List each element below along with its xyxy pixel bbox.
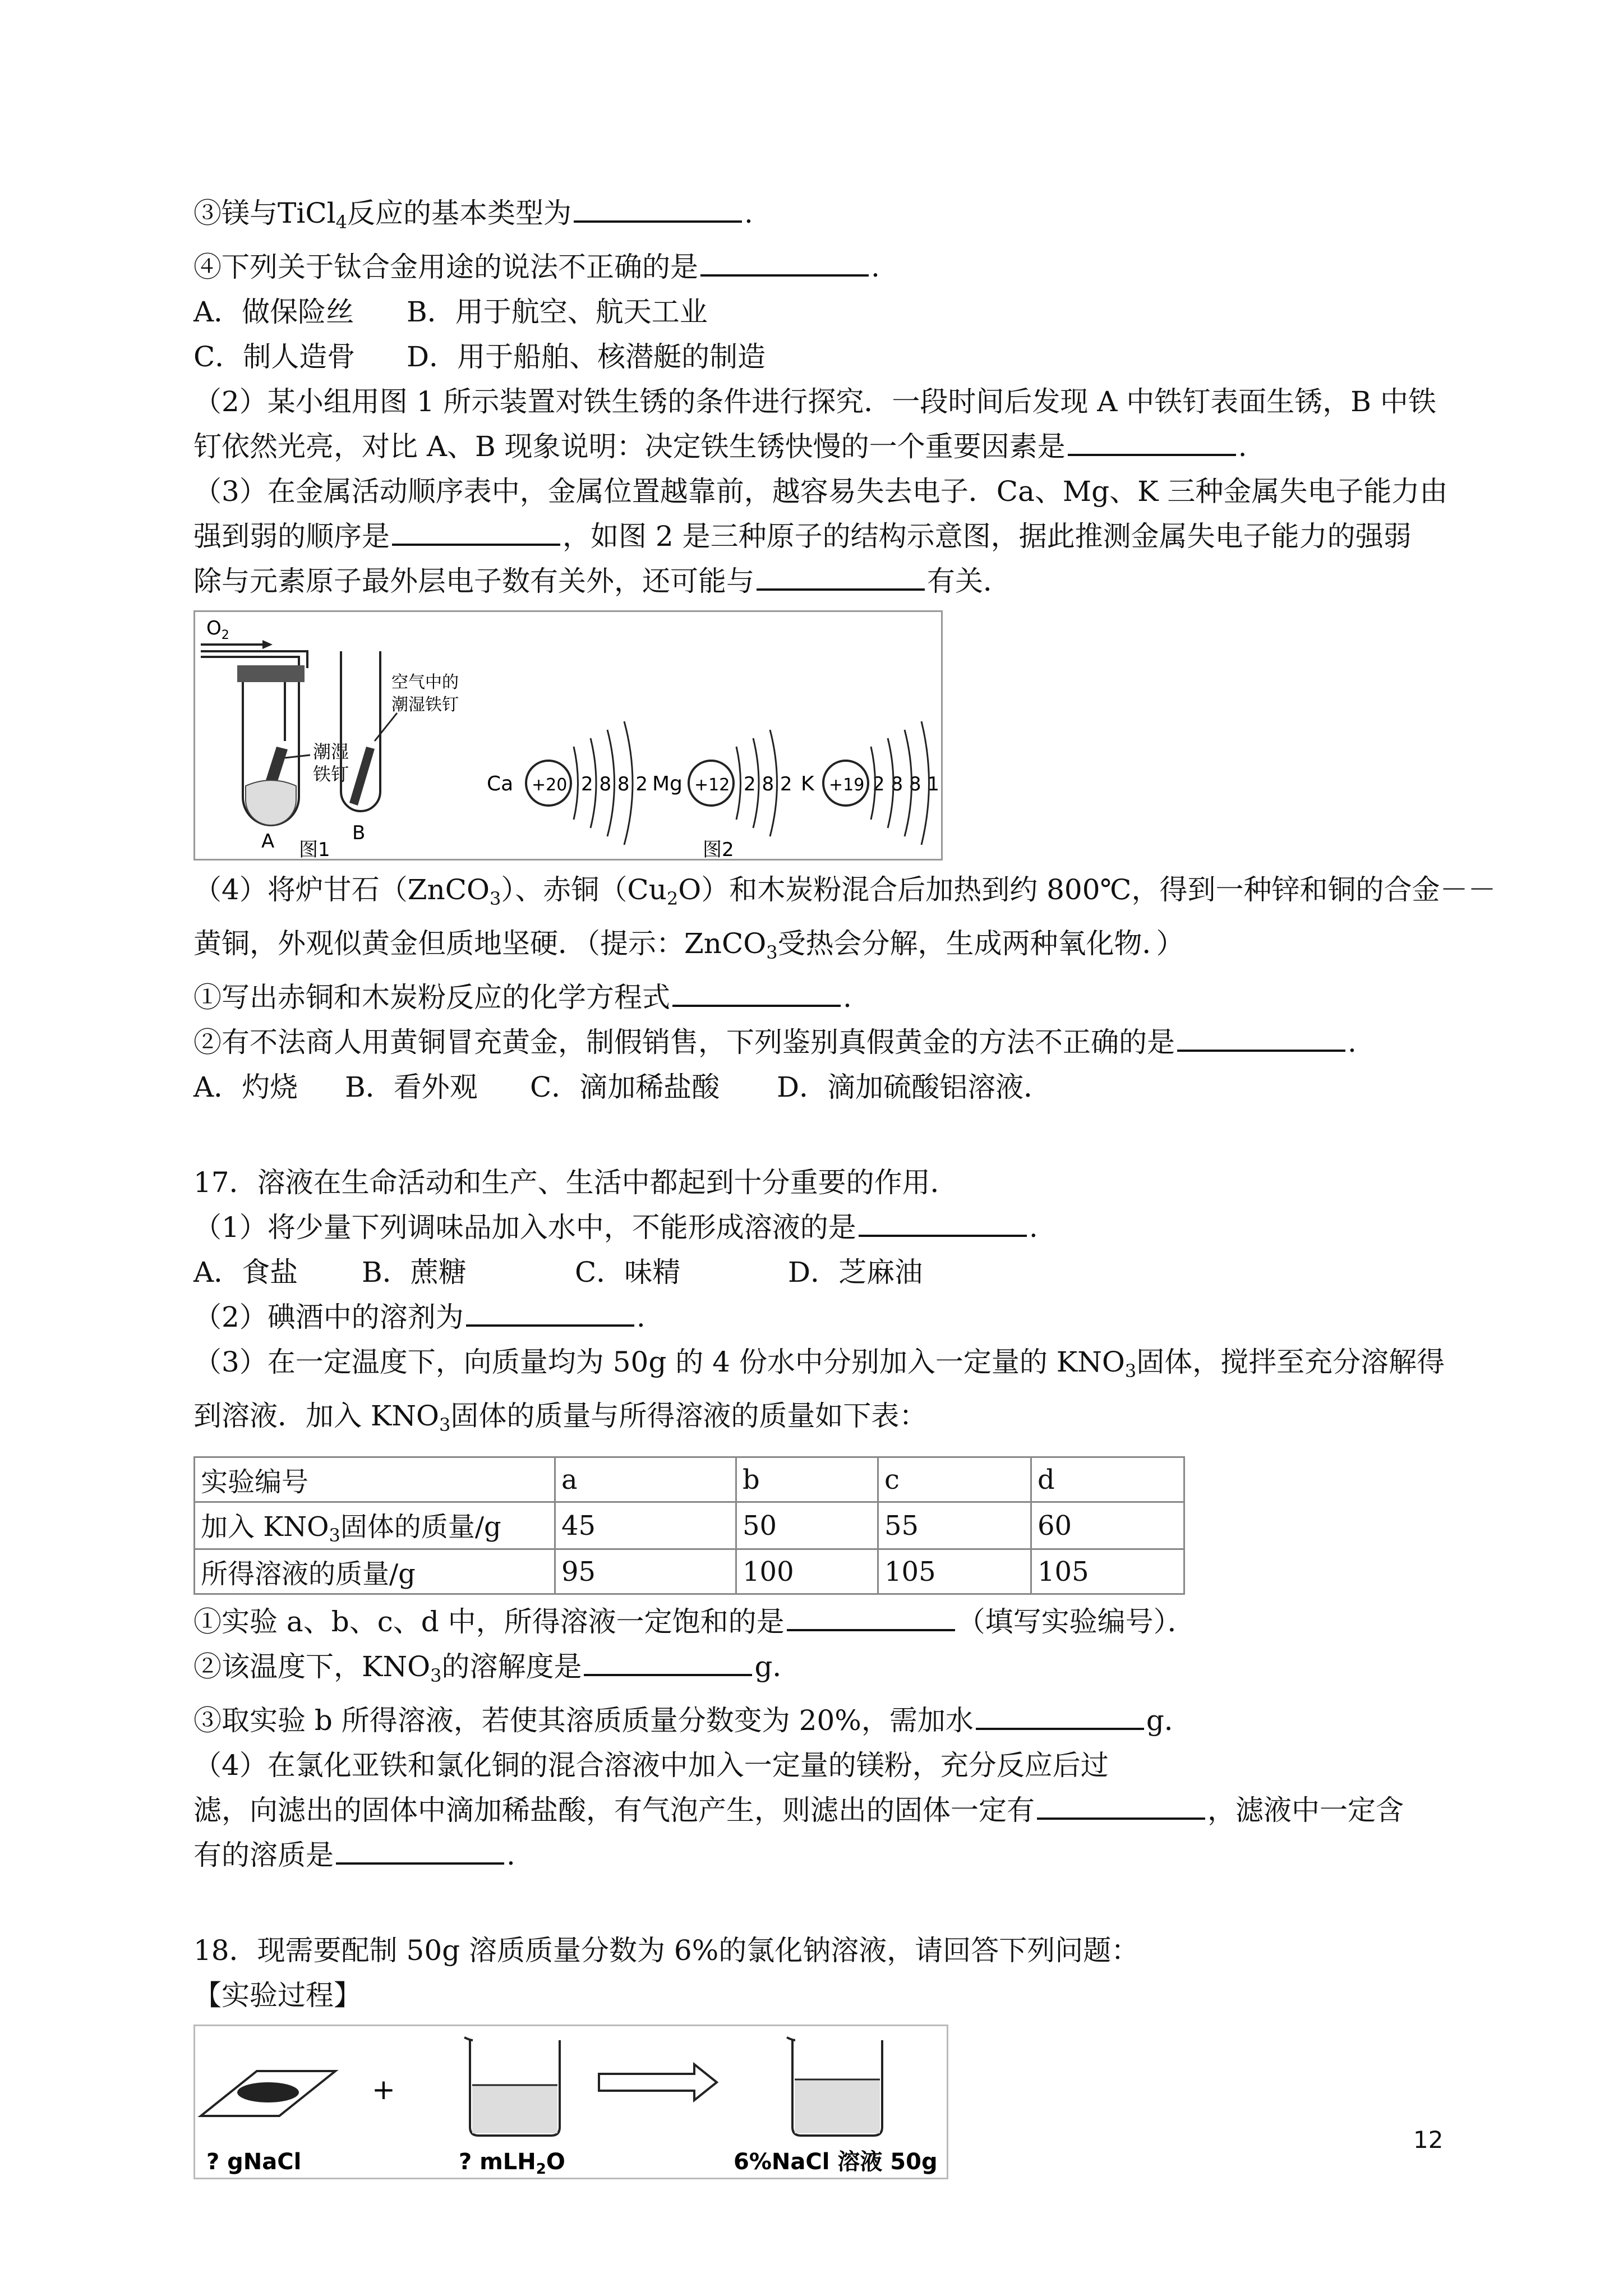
table-row: 加入 $KNO_3$固体的质量/g 45 50 55 60 bbox=[195, 1502, 1184, 1549]
answer-blank[interactable] bbox=[1177, 1024, 1345, 1052]
q17-3-1: ①实验 a、b、c、d 中，所得溶液一定饱和的是 （填写实验编号）． bbox=[193, 1599, 1450, 1644]
answer-blank[interactable] bbox=[1037, 1792, 1205, 1820]
answer-blank[interactable] bbox=[976, 1702, 1144, 1730]
svg-text:图2: 图2 bbox=[703, 839, 734, 859]
svg-text:2 8 8 2: 2 8 8 2 bbox=[581, 773, 648, 795]
figure-svg bbox=[195, 612, 941, 859]
q16-s3-line1: （3）在金属活动顺序表中，金属位置越靠前，越容易失去电子．Ca、Mg、K 三种金属失电子能力由 bbox=[193, 475, 1448, 508]
svg-text:铁钉: 铁钉 bbox=[313, 763, 349, 785]
q16-options-cd: C．制人造骨 D．用于船舶、核潜艇的制造 bbox=[193, 341, 766, 373]
answer-blank[interactable] bbox=[700, 249, 869, 277]
process-arrow bbox=[599, 2064, 717, 2100]
q16-s2-line2: 钉依然光亮，对比 A、B 现象说明：决定铁生锈快慢的一个重要因素是 . bbox=[193, 424, 1450, 469]
q16-s4-q1: ①写出赤铜和木炭粉反应的化学方程式 . bbox=[193, 975, 1450, 1020]
answer-blank[interactable] bbox=[392, 518, 560, 546]
table-header-row: 实验编号 a b c d bbox=[195, 1457, 1184, 1502]
answer-blank[interactable] bbox=[859, 1209, 1027, 1237]
nacl-pile bbox=[237, 2082, 299, 2102]
svg-text:图1: 图1 bbox=[299, 839, 330, 859]
o2-label: $O_2$ bbox=[206, 617, 229, 642]
table-row: 所得溶液的质量/g 95 100 105 105 bbox=[195, 1549, 1184, 1594]
q18-section: 【实验过程】 bbox=[193, 1979, 362, 2012]
q16-s4-line1: （4）将炉甘石（ZnCO$_3$）、赤铜$(Cu_2O)$和木炭粉混合后加热到约 800℃，得到一种锌和铜的合金－－ bbox=[193, 873, 1496, 909]
q17-3-2: ②该温度下，$KNO_3$的溶解度是 g． bbox=[193, 1644, 1450, 1698]
svg-text:B: B bbox=[352, 822, 366, 844]
answer-blank[interactable] bbox=[757, 563, 925, 591]
svg-text:空气中的: 空气中的 bbox=[391, 673, 459, 692]
answer-blank[interactable] bbox=[574, 195, 742, 223]
atom-mg bbox=[652, 730, 792, 836]
svg-text:6%NaCl 溶液 50g: 6%NaCl 溶液 50g bbox=[734, 2149, 938, 2175]
q16-4-line: ④下列关于钛合金用途的说法不正确的是 . bbox=[193, 245, 1450, 289]
svg-text:2 8 2: 2 8 2 bbox=[744, 773, 792, 795]
q16-3-line: ③镁与TiCl$_4$反应的基本类型为 . bbox=[193, 191, 1450, 245]
answer-blank[interactable] bbox=[466, 1299, 634, 1327]
atom-k bbox=[801, 721, 939, 845]
q16-s4-options: A．灼烧 B．看外观 C．滴加稀盐酸 D．滴加硫酸铝溶液． bbox=[193, 1071, 1052, 1103]
stopper-a bbox=[237, 665, 305, 682]
page-number: 12 bbox=[1413, 2126, 1444, 2154]
q17-4-line1: （4）在氯化亚铁和氯化铜的混合溶液中加入一定量的镁粉，充分反应后过 bbox=[193, 1749, 1109, 1782]
q18-title: 18．现需要配制 50g 溶质质量分数为 6%的氯化钠溶液，请回答下列问题： bbox=[193, 1934, 1140, 1967]
answer-blank[interactable] bbox=[336, 1837, 504, 1865]
q17-3-3: ③取实验 b 所得溶液，若使其溶质质量分数变为 20%，需加水 g． bbox=[193, 1698, 1450, 1743]
q16-s4-line2: 黄铜，外观似黄金但质地坚硬．（提示：ZnCO$_3$受热会分解，生成两种氧化物．） bbox=[193, 927, 1184, 963]
answer-blank[interactable] bbox=[787, 1603, 955, 1631]
svg-text:? mLH2O: ? mLH$_2$O bbox=[459, 2149, 565, 2178]
answer-blank[interactable] bbox=[1068, 428, 1236, 456]
exam-page bbox=[193, 191, 1496, 2186]
iron-nail-b bbox=[349, 747, 375, 806]
q16-s3-line3: 除与元素原子最外层电子数有关外，还可能与 有关． bbox=[193, 559, 1450, 604]
answer-blank[interactable] bbox=[584, 1648, 752, 1676]
atom-ca bbox=[487, 721, 648, 845]
svg-text:+20: +20 bbox=[532, 775, 568, 795]
svg-text:Mg: Mg bbox=[652, 772, 683, 795]
svg-text:+: + bbox=[372, 2073, 395, 2106]
q17-3-line2: 到溶液．加入 $KNO_3$固体的质量与所得溶液的质量如下表： bbox=[193, 1400, 928, 1435]
svg-text:潮湿: 潮湿 bbox=[313, 741, 349, 762]
q17-1-options: A．食盐 B．蔗糖 C．味精 D．芝麻油 bbox=[193, 1256, 923, 1289]
q17-title: 17．溶液在生命活动和生产、生活中都起到十分重要的作用． bbox=[193, 1166, 958, 1199]
q17-4-line2: 滤，向滤出的固体中滴加稀盐酸，有气泡产生，则滤出的固体一定有 ，滤液中一定含 bbox=[193, 1788, 1450, 1833]
svg-text:2 8 8 1: 2 8 8 1 bbox=[873, 773, 939, 795]
kno3-table bbox=[193, 1456, 1185, 1595]
svg-text:K: K bbox=[801, 772, 814, 795]
figure-solution-prep bbox=[193, 2024, 948, 2179]
q17-3-line1: （3）在一定温度下，向质量均为 50g 的 4 份水中分别加入一定量的 $KNO_3$固体，搅拌至充分溶解得 bbox=[193, 1346, 1445, 1382]
svg-text:+19: +19 bbox=[829, 775, 865, 795]
svg-text:+12: +12 bbox=[694, 775, 730, 795]
q17-2: （2）碘酒中的溶剂为 . bbox=[193, 1295, 1450, 1340]
answer-blank[interactable] bbox=[672, 979, 841, 1007]
figure-rust-atoms bbox=[193, 610, 943, 861]
svg-text:? gNaCl: ? gNaCl bbox=[206, 2149, 302, 2175]
q17-4-line3: 有的溶质是 . bbox=[193, 1833, 1450, 1878]
svg-text:Ca: Ca bbox=[487, 772, 514, 795]
q16-s4-q2: ②有不法商人用黄铜冒充黄金，制假销售，下列鉴别真假黄金的方法不正确的是 . bbox=[193, 1020, 1450, 1065]
q17-1: （1）将少量下列调味品加入水中，不能形成溶液的是 . bbox=[193, 1205, 1450, 1250]
prep-svg bbox=[195, 2026, 947, 2178]
q16-s3-line2: 强到弱的顺序是 ，如图 2 是三种原子的结构示意图，据此推测金属失电子能力的强弱 bbox=[193, 514, 1450, 559]
svg-text:A: A bbox=[261, 830, 275, 853]
q16-s2-line1: （2）某小组用图 1 所示装置对铁生锈的条件进行探究．一段时间后发现 A 中铁钉表面生锈，B 中铁 bbox=[193, 385, 1436, 418]
q16-options-ab: A．做保险丝 B．用于航空、航天工业 bbox=[193, 296, 708, 328]
svg-text:潮湿铁钉: 潮湿铁钉 bbox=[391, 695, 459, 715]
